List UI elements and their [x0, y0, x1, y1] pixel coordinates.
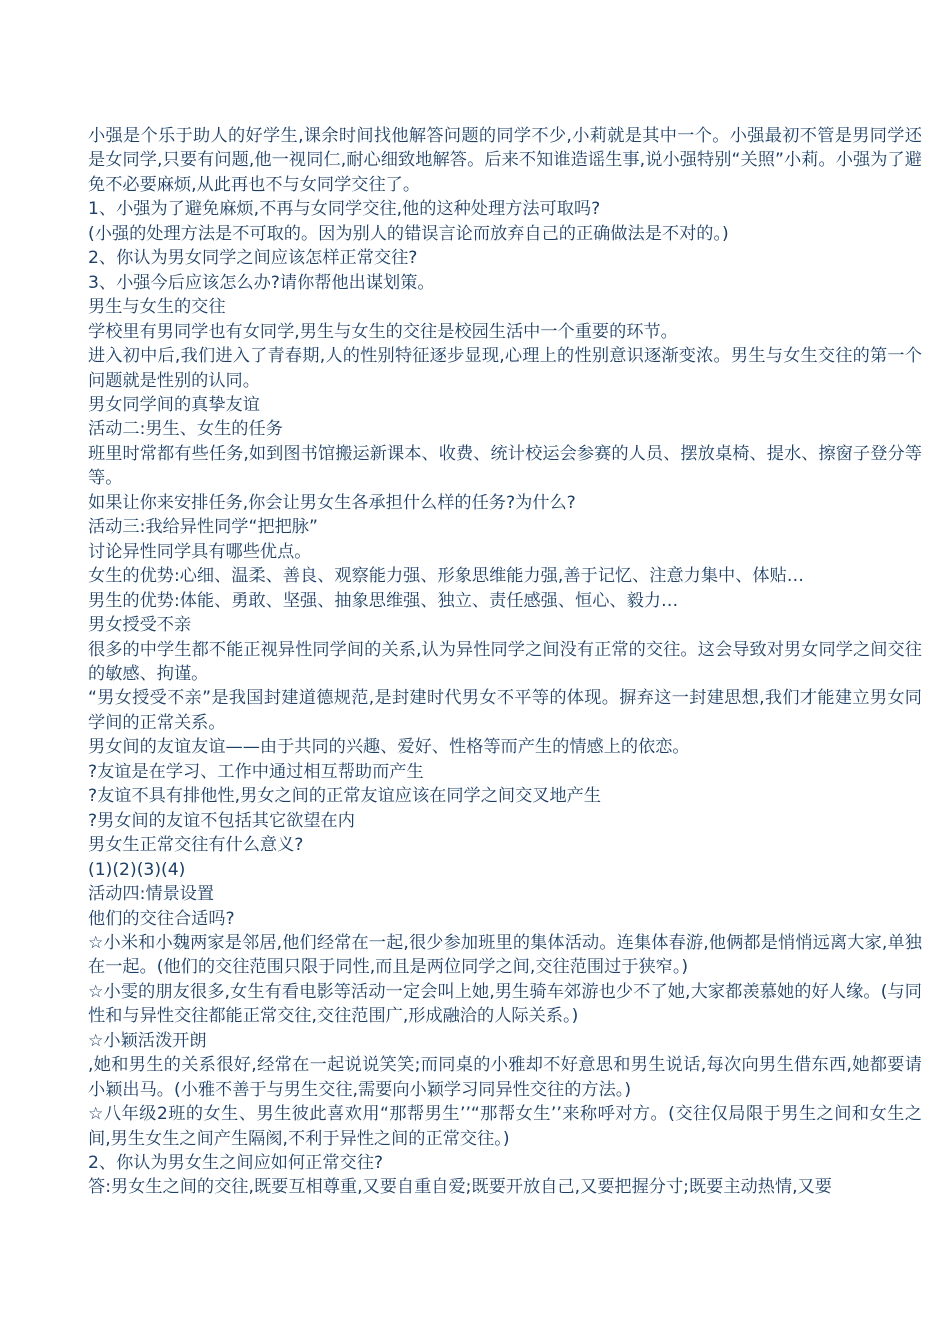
question-task-assignment: 如果让你来安排任务,你会让男女生各承担什么样的任务?为什么? — [88, 492, 576, 513]
section-heading-separation: 男女授受不亲 — [88, 615, 192, 636]
list-item-friendship-3: ?男女间的友谊不包括其它欲望在内 — [88, 810, 355, 831]
question-how-to-interact: 2、你认为男女生之间应如何正常交往? — [88, 1153, 384, 1174]
question-3: 3、小强今后应该怎么办?请你帮他出谋划策。 — [88, 272, 435, 293]
question-1: 1、小强为了避免麻烦,不再与女同学交往,他的这种处理方法可取吗? — [88, 199, 601, 220]
paragraph-discussion: 讨论异性同学具有哪些优点。 — [88, 541, 312, 562]
question-2: 2、你认为男女同学之间应该怎样正常交往? — [88, 248, 418, 269]
paragraph-class-tasks: 班里时常都有些任务,如到图书馆搬运新课本、收费、统计校运会参赛的人员、摆放桌椅、提水、擦窗子登分等等。 — [88, 443, 922, 489]
scenario-2: ☆小雯的朋友很多,女生有看电影等活动一定会叫上她,男生骑车郊游也少不了她,大家都羡慕她的好人缘。(与同性和与异性交往都能正常交往,交往范围广,形成融洽的人际关系。) — [88, 981, 922, 1027]
scenario-1: ☆小米和小魏两家是邻居,他们经常在一起,很少参加班里的集体活动。连集体春游,他俩都是悄悄远离大家,单独在一起。(他们的交往范围只限于同性,而且是两位同学之间,交往范围过于狭窄。) — [88, 932, 922, 978]
scenario-4: ☆八年级2班的女生、男生彼此喜欢用“那帮男生’’“那帮女生’’来称呼对方。(交往仅局限于男生之间和女生之间,男生女生之间产生隔阂,不利于异性之间的正常交往。) — [88, 1104, 922, 1149]
answer-1: (小强的处理方法是不可取的。因为别人的错误言论而放弃自己的正确做法是不对的。) — [88, 223, 729, 244]
list-item-friendship-1: ?友谊是在学习、工作中通过相互帮助而产生 — [88, 761, 424, 782]
scenario-3-heading: ☆小颖活泼开朗 — [88, 1030, 207, 1051]
paragraph-numbered-points: (1)(2)(3)(4) — [88, 859, 186, 880]
section-heading-friendship: 男女同学间的真挚友谊 — [88, 394, 260, 415]
paragraph-feudal-norm: “男女授受不亲”是我国封建道德规范,是封建时代男女不平等的体现。摒弃这一封建思想,我们才能建立男女同学间的正常关系。 — [88, 688, 922, 733]
question-significance: 男女生正常交往有什么意义? — [88, 835, 304, 856]
document-body — [88, 124, 922, 1200]
paragraph-girls-strengths: 女生的优势:心细、温柔、善良、观察能力强、形象思维能力强,善于记忆、注意力集中、体贴… — [88, 566, 804, 587]
paragraph-relationship-view: 很多的中学生都不能正视异性同学间的关系,认为异性同学之间没有正常的交往。这会导致对男女同学之间交往的敏感、拘谨。 — [88, 639, 922, 684]
activity-2-heading: 活动二:男生、女生的任务 — [88, 419, 283, 440]
paragraph-adolescence: 进入初中后,我们进入了青春期,人的性别特征逐步显现,心理上的性别意识逐渐变浓。男生与女生交往的第一个问题就是性别的认同。 — [88, 346, 922, 391]
paragraph-school-life: 学校里有男同学也有女同学,男生与女生的交往是校园生活中一个重要的环节。 — [88, 321, 678, 342]
paragraph-intro-story: 小强是个乐于助人的好学生,课余时间找他解答问题的同学不少,小莉就是其中一个。小强最初不管是男同学还是女同学,只要有问题,他一视同仁,耐心细致地解答。后来不知谁造谣生事,说小强特别“关照”小莉。小强为了避免不必要麻烦,从此再也不与女同学交往了。 — [88, 126, 922, 195]
paragraph-friendship-definition: 男女间的友谊友谊——由于共同的兴趣、爱好、性格等而产生的情感上的依恋。 — [88, 737, 690, 758]
section-heading-boys-girls: 男生与女生的交往 — [88, 297, 226, 318]
activity-4-heading: 活动四:情景设置 — [88, 884, 215, 905]
activity-3-heading: 活动三:我给异性同学“把把脉” — [88, 517, 318, 538]
paragraph-boys-strengths: 男生的优势:体能、勇敢、坚强、抽象思维强、独立、责任感强、恒心、毅力… — [88, 590, 679, 611]
list-item-friendship-2: ?友谊不具有排他性,男女之间的正常友谊应该在同学之间交叉地产生 — [88, 786, 602, 807]
answer-how-to-interact: 答:男女生之间的交往,既要互相尊重,又要自重自爱;既要开放自己,又要把握分寸;既要主动热情,又要 — [88, 1177, 832, 1198]
scenario-3-body: ,她和男生的关系很好,经常在一起说说笑笑;而同桌的小雅却不好意思和男生说话,每次向男生借东西,她都要请小颖出马。(小雅不善于与男生交往,需要向小颖学习同异性交往的方法。) — [88, 1055, 922, 1100]
question-appropriate: 他们的交往合适吗? — [88, 908, 235, 929]
